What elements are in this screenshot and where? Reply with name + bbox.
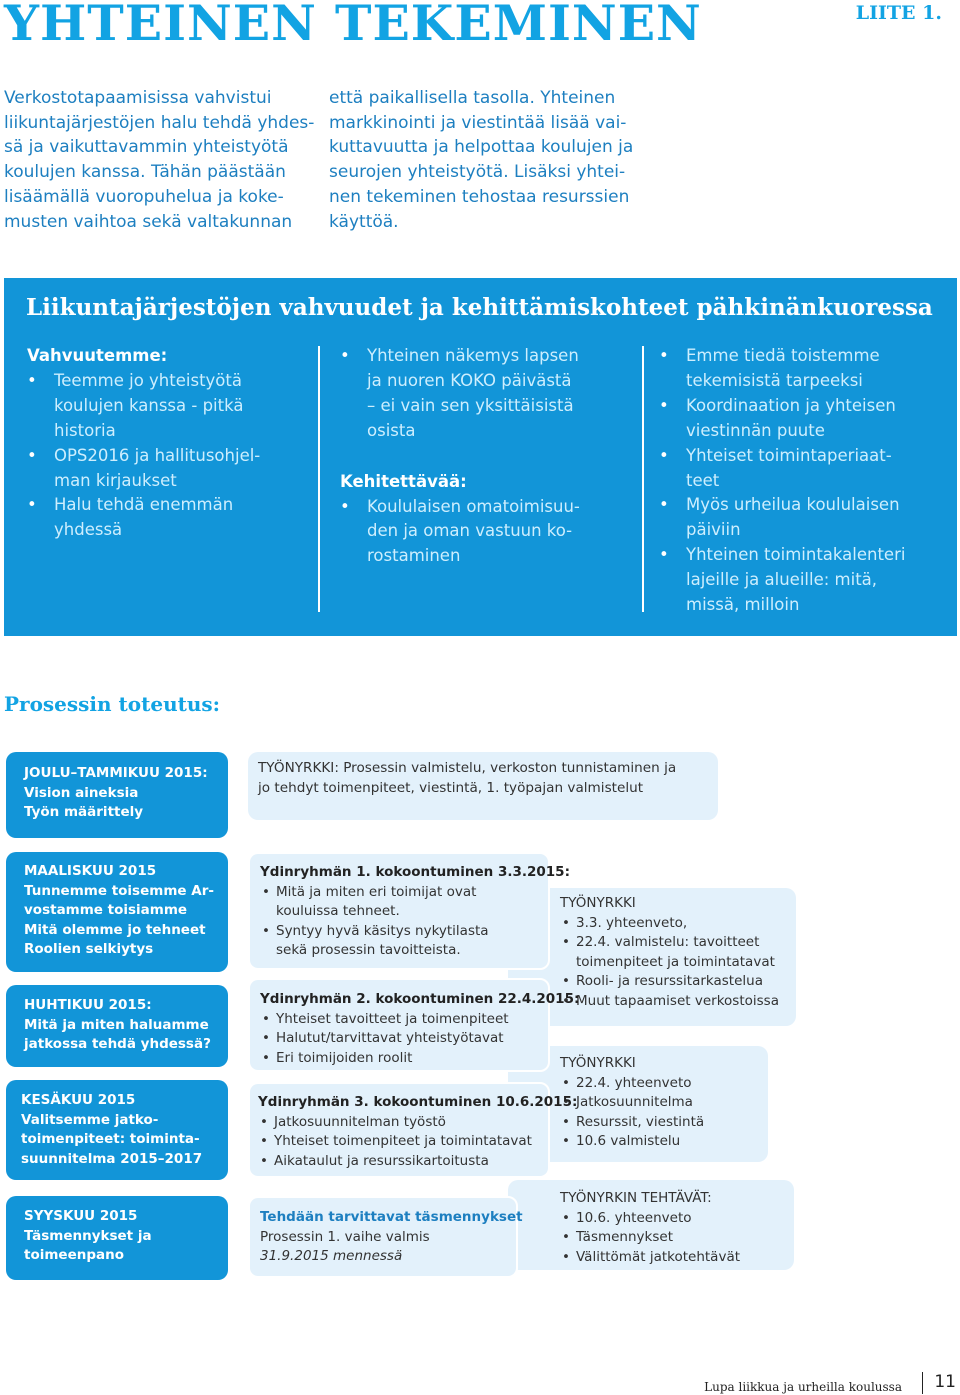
meeting-box bbox=[248, 978, 580, 1072]
phase-line: suunnitelma 2015–2017 bbox=[21, 1150, 203, 1167]
phase-line: JOULU–TAMMIKUU 2015: bbox=[24, 765, 208, 781]
phase-line: Roolien selkiytys bbox=[24, 941, 154, 958]
phase-box bbox=[6, 752, 228, 838]
phase-line: toimenpiteet: toiminta- bbox=[21, 1131, 200, 1148]
intro-left-column bbox=[4, 86, 314, 234]
intro-line: että paikallisella tasolla. Yhteinen bbox=[329, 88, 616, 108]
intro-line: nen tekeminen tehostaa resurssien bbox=[329, 186, 630, 207]
list-item: • Yhteinen toimintakalenteri bbox=[659, 545, 906, 565]
list-item: • 10.6 valmistelu bbox=[560, 1132, 704, 1152]
list-item: • Eri toimijoiden roolit bbox=[260, 1049, 579, 1069]
list-item: • Yhteiset toimenpiteet ja toimintatavat bbox=[258, 1132, 577, 1152]
intro-line: markkinointi ja viestintää lisää vai- bbox=[329, 112, 627, 133]
list-item: • Yhteiset tavoitteet ja toimenpiteet bbox=[260, 1010, 579, 1030]
weaknesses-column bbox=[659, 344, 905, 618]
work-title: TYÖNYRKKI bbox=[560, 895, 636, 911]
list-item-cont: historia bbox=[54, 420, 116, 440]
phase-line: Mitä ja miten haluamme bbox=[24, 1016, 209, 1033]
list-item: • Resurssit, viestintä bbox=[560, 1113, 704, 1133]
list-item: • Myös urheilua koululaisen bbox=[659, 495, 900, 515]
meeting-line: Prosessin 1. vaihe valmis bbox=[260, 1228, 430, 1245]
meeting-box bbox=[248, 1082, 578, 1178]
work-note-box bbox=[248, 752, 718, 820]
intro-right-column bbox=[329, 86, 633, 234]
meeting-box bbox=[248, 852, 570, 970]
list-item: • Emme tiedä toistemme bbox=[659, 346, 880, 365]
list-item: • 10.6. yhteenveto bbox=[560, 1209, 740, 1229]
note-line: TYÖNYRKKI: Prosessin valmistelu, verkoston tunnistaminen ja bbox=[258, 760, 677, 776]
note-line: jo tehdyt toimenpiteet, viestintä, 1. työpajan valmistelut bbox=[258, 779, 644, 796]
list-item-cont: teet bbox=[686, 470, 720, 490]
list-item-cont: yhdessä bbox=[54, 520, 123, 540]
work-box bbox=[508, 1180, 794, 1270]
intro-line: käyttöä. bbox=[329, 211, 399, 232]
intro-line: sä ja vaikuttavammin yhteistyötä bbox=[4, 137, 289, 158]
list-item-cont: ja nuoren KOKO päivästä bbox=[367, 370, 572, 390]
list-item: • 3.3. yhteenveto, bbox=[560, 914, 779, 934]
column-divider bbox=[642, 346, 644, 612]
list-item-cont: viestinnän puute bbox=[686, 420, 825, 440]
column-heading: Kehitettävää: bbox=[340, 471, 467, 491]
list-item: • Täsmennykset bbox=[560, 1228, 740, 1248]
list-item-cont: kouluissa tehneet. bbox=[276, 903, 400, 920]
list-item-cont: missä, milloin bbox=[686, 595, 800, 615]
phase-line: Täsmennykset ja bbox=[24, 1227, 152, 1244]
work-title: TYÖNYRKIN TEHTÄVÄT: bbox=[560, 1190, 712, 1206]
phase-box bbox=[6, 852, 228, 972]
footer-divider bbox=[922, 1372, 923, 1394]
list-item-cont: toimenpiteet ja toimintatavat bbox=[576, 953, 775, 970]
list-item: • Aikataulut ja resurssikartoitusta bbox=[258, 1152, 577, 1172]
list-item: • Teemme jo yhteistyötä bbox=[27, 370, 242, 390]
phase-line: Tunnemme toisemme Ar- bbox=[24, 882, 214, 899]
phase-line: Mitä olemme jo tehneet bbox=[24, 921, 206, 938]
strengths-column bbox=[27, 344, 260, 543]
column-heading: Vahvuutemme: bbox=[27, 346, 168, 365]
list-item: • Halu tehdä enemmän bbox=[27, 495, 234, 515]
development-column bbox=[340, 344, 580, 569]
phase-line: HUHTIKUU 2015: bbox=[24, 997, 152, 1013]
list-item-cont: tekemisistä tarpeeksi bbox=[686, 370, 863, 390]
phase-line: KESÄKUU 2015 bbox=[21, 1092, 136, 1108]
phase-line: MAALISKUU 2015 bbox=[24, 863, 157, 879]
column-divider bbox=[318, 346, 320, 612]
intro-line: kuttavuutta ja helpottaa koulujen ja bbox=[329, 137, 634, 158]
meeting-line: 31.9.2015 mennessä bbox=[260, 1248, 403, 1265]
appendix-label: LIITE 1. bbox=[855, 2, 942, 24]
phase-line: SYYSKUU 2015 bbox=[24, 1208, 138, 1224]
list-item-cont: koulujen kanssa - pitkä bbox=[54, 395, 244, 415]
intro-line: Verkostotapaamisissa vahvistui bbox=[4, 88, 272, 108]
list-item: • Yhteinen näkemys lapsen bbox=[340, 346, 579, 365]
intro-line: liikuntajärjestöjen halu tehdä yhdes- bbox=[4, 112, 315, 133]
intro-line: koulujen kanssa. Tähän päästään bbox=[4, 162, 286, 183]
phase-box bbox=[6, 1080, 228, 1180]
phase-line: toimeenpano bbox=[24, 1247, 125, 1264]
phase-line: Valitsemme jatko- bbox=[21, 1111, 159, 1128]
list-item: • Syntyy hyvä käsitys nykytilasta bbox=[260, 922, 570, 942]
list-item: • Yhteiset toimintaperiaat- bbox=[659, 445, 892, 465]
phase-line: vostamme toisiamme bbox=[24, 902, 188, 919]
meeting-title: Ydinryhmän 2. kokoontuminen 22.4.2015: bbox=[260, 991, 580, 1007]
work-title: TYÖNYRKKI bbox=[560, 1055, 636, 1071]
list-item-cont: lajeille ja alueille: mitä, bbox=[686, 570, 878, 590]
list-item: • 22.4. yhteenveto bbox=[560, 1074, 704, 1094]
page-number: 11 bbox=[934, 1372, 956, 1392]
list-item-cont: osista bbox=[367, 420, 416, 440]
list-item-cont: rostaminen bbox=[367, 546, 461, 566]
intro-line: seurojen yhteistyötä. Lisäksi yhtei- bbox=[329, 162, 626, 183]
meeting-box bbox=[248, 1196, 523, 1278]
meeting-title: Ydinryhmän 3. kokoontuminen 10.6.2015: bbox=[258, 1094, 578, 1110]
meeting-title: Ydinryhmän 1. kokoontuminen 3.3.2015: bbox=[260, 864, 570, 880]
list-item-cont: man kirjaukset bbox=[54, 470, 177, 490]
list-item: • Mitä ja miten eri toimijat ovat bbox=[260, 883, 570, 903]
list-item: • OPS2016 ja hallitusohjel- bbox=[27, 445, 261, 465]
strengths-title: Liikuntajärjestöjen vahvuudet ja kehittämiskohteet pähkinänkuoressa bbox=[26, 294, 933, 321]
list-item: • 22.4. valmistelu: tavoitteet bbox=[560, 933, 779, 953]
phase-line: Työn määrittely bbox=[24, 804, 144, 821]
list-item-cont: päiviin bbox=[686, 520, 741, 540]
list-item: • Halutut/tarvittavat yhteistyötavat bbox=[260, 1029, 579, 1049]
phase-line: jatkossa tehdä yhdessä? bbox=[24, 1036, 211, 1053]
meeting-title: Tehdään tarvittavat täsmennykset bbox=[260, 1209, 523, 1225]
list-item: • Jatkosuunnitelman työstö bbox=[258, 1113, 577, 1133]
list-item: • Jatkosuunnitelma bbox=[560, 1093, 704, 1113]
strengths-box bbox=[4, 278, 957, 636]
list-item: • Rooli- ja resurssitarkastelua bbox=[560, 972, 779, 992]
list-item-cont: – ei vain sen yksittäisistä bbox=[367, 395, 574, 415]
list-item-cont: den ja oman vastuun ko- bbox=[367, 521, 573, 541]
intro-line: lisäämällä vuoropuhelua ja koke- bbox=[4, 186, 284, 207]
phase-box bbox=[6, 1196, 228, 1280]
process-title: Prosessin toteutus: bbox=[4, 692, 221, 716]
list-item: • Muut tapaamiset verkostoissa bbox=[560, 992, 779, 1012]
phase-line: Vision aineksia bbox=[24, 784, 139, 801]
list-item: • Koordinaation ja yhteisen bbox=[659, 395, 896, 415]
phase-box bbox=[6, 985, 228, 1067]
list-item: • Välittömät jatkotehtävät bbox=[560, 1248, 740, 1268]
footer-text: Lupa liikkua ja urheilla koulussa bbox=[704, 1380, 902, 1394]
page-title: YHTEINEN TEKEMINEN bbox=[4, 0, 702, 52]
intro-line: musten vaihtoa sekä valtakunnan bbox=[4, 211, 293, 232]
list-item-cont: sekä prosessin tavoitteista. bbox=[276, 942, 461, 959]
list-item: • Koululaisen omatoimisuu- bbox=[340, 496, 580, 516]
